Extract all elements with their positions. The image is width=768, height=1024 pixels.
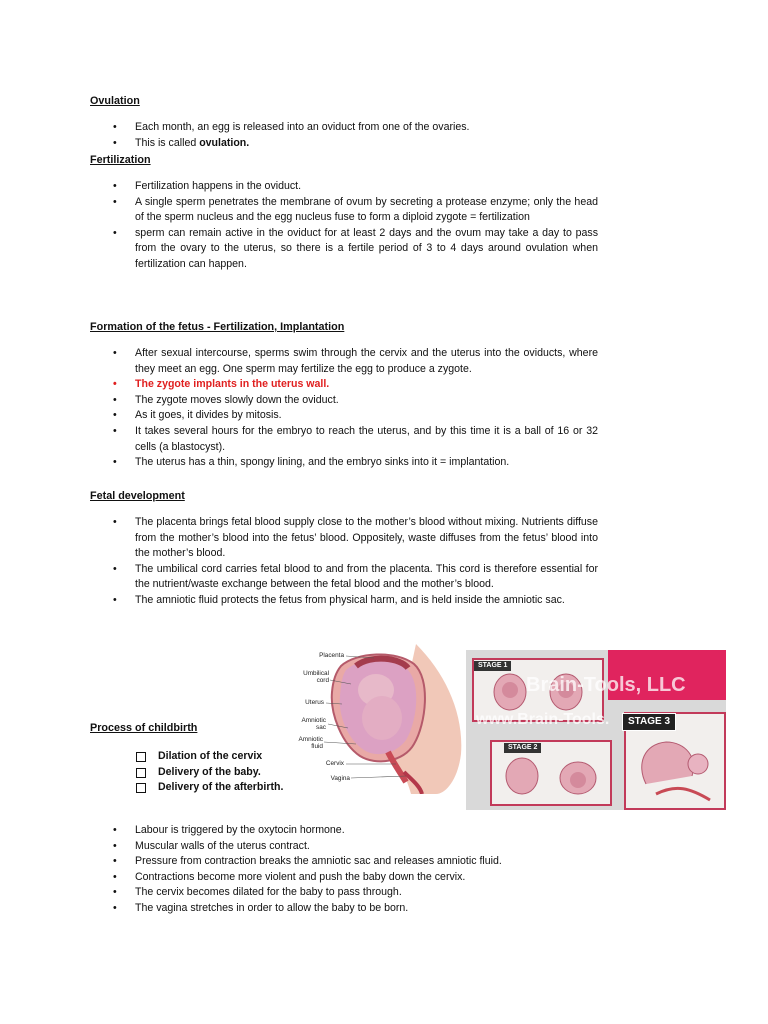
checklist-item bbox=[136, 780, 283, 796]
list-item bbox=[113, 136, 598, 152]
list-item: • sperm can remain active in the oviduct for at least 2 days and the ovum may take a day to pass from the ovary to the uterus, so there is a fertile period of 3 to 4 days around ovulation when fertilization can happen. bbox=[113, 226, 598, 273]
fetal-list bbox=[113, 515, 598, 609]
list-item: • Each month, an egg is released into an oviduct from one of the ovaries. bbox=[113, 120, 598, 136]
list-item: • Contractions become more violent and push the baby down the cervix. bbox=[113, 870, 598, 886]
label-vagina: Vagina bbox=[330, 775, 350, 782]
watermark-url: www.Brain-Tools. bbox=[476, 711, 610, 728]
list-item: • Pressure from contraction breaks the amniotic sac and releases amniotic fluid. bbox=[113, 854, 598, 870]
list-item: • As it goes, it divides by mitosis. bbox=[113, 408, 598, 424]
checkbox-icon bbox=[136, 783, 146, 793]
list-item: • The uterus has a thin, spongy lining, and the embryo sinks into it = implantation. bbox=[113, 455, 598, 471]
stage-label: Dilation of the cervix bbox=[158, 750, 263, 762]
list-item: • It takes several hours for the embryo to reach the uterus, and by this time it is a ball of 16 or 32 cells (a blastocyst). bbox=[113, 424, 598, 455]
label-amniotic-fluid: Amniotic fluid bbox=[298, 736, 323, 750]
checklist-item bbox=[136, 749, 283, 765]
list-item: • Muscular walls of the uterus contract. bbox=[113, 839, 598, 855]
watermark-brand: Brain-Tools, LLC bbox=[526, 674, 686, 696]
fetal-heading: Fetal development bbox=[90, 490, 185, 502]
list-item: • The vagina stretches in order to allow the baby to be born. bbox=[113, 901, 598, 917]
childbirth-list bbox=[113, 823, 598, 917]
ovulation-list bbox=[113, 120, 598, 151]
ovulation-heading: Ovulation bbox=[90, 95, 140, 107]
label-amniotic-sac: Amniotic sac bbox=[301, 717, 326, 731]
childbirth-stages-figure bbox=[466, 650, 726, 810]
list-item-highlight: • The zygote implants in the uterus wall. bbox=[113, 377, 598, 393]
pregnancy-diagram bbox=[296, 644, 468, 794]
childbirth-stages-list bbox=[136, 749, 283, 796]
stage-label: Delivery of the afterbirth. bbox=[158, 781, 284, 794]
childbirth-heading: Process of childbirth bbox=[90, 722, 198, 734]
list-item: • The umbilical cord carries fetal blood to and from the placenta. This cord is therefore essential for the nutrient/waste exchange between the fetal blood and the mother’s blood. bbox=[113, 562, 598, 593]
checkbox-icon bbox=[136, 768, 146, 778]
list-item: • The cervix becomes dilated for the baby to pass through. bbox=[113, 885, 598, 901]
stage-label: Delivery of the baby. bbox=[158, 765, 261, 778]
label-placenta: Placenta bbox=[319, 652, 344, 659]
list-item: • The zygote moves slowly down the oviduct. bbox=[113, 393, 598, 409]
label-cervix: Cervix bbox=[325, 760, 344, 767]
formation-heading: Formation of the fetus - Fertilization, Implantation bbox=[90, 321, 345, 333]
label-uterus: Uterus bbox=[305, 699, 324, 706]
ovulation-term: ovulation. bbox=[199, 136, 250, 149]
formation-list bbox=[113, 346, 598, 471]
label-umbilical-cord: Umbilical cord bbox=[303, 670, 329, 684]
list-item: • The amniotic fluid protects the fetus from physical harm, and is held inside the amniotic sac. bbox=[113, 593, 598, 609]
list-item: • The placenta brings fetal blood supply close to the mother’s blood without mixing. Nutrients diffuse from the mother’s blood into the fetus’ blood. Oppositely, waste diffuses from the fetus’ blood into the mother’s blood. bbox=[113, 515, 598, 562]
list-item: • Labour is triggered by the oxytocin hormone. bbox=[113, 823, 598, 839]
checkbox-icon bbox=[136, 752, 146, 762]
list-item: • A single sperm penetrates the membrane of ovum by secreting a protease enzyme; only the head of the sperm nucleus and the egg nucleus fuse to form a diploid zygote = fertilization bbox=[113, 195, 598, 226]
list-item: • After sexual intercourse, sperms swim through the cervix and the uterus into the oviducts, where they meet an egg. One sperm may fertilize the egg to produce a zygote. bbox=[113, 346, 598, 377]
fertilization-list bbox=[113, 179, 598, 273]
stage3-label: STAGE 3 bbox=[622, 713, 676, 731]
checklist-item bbox=[136, 765, 283, 781]
stage2-label: STAGE 2 bbox=[504, 743, 541, 753]
fertilization-heading: Fertilization bbox=[90, 154, 151, 166]
stage1-label: STAGE 1 bbox=[474, 661, 511, 671]
ovulation-text: This is called bbox=[135, 136, 200, 149]
list-item: • Fertilization happens in the oviduct. bbox=[113, 179, 598, 195]
